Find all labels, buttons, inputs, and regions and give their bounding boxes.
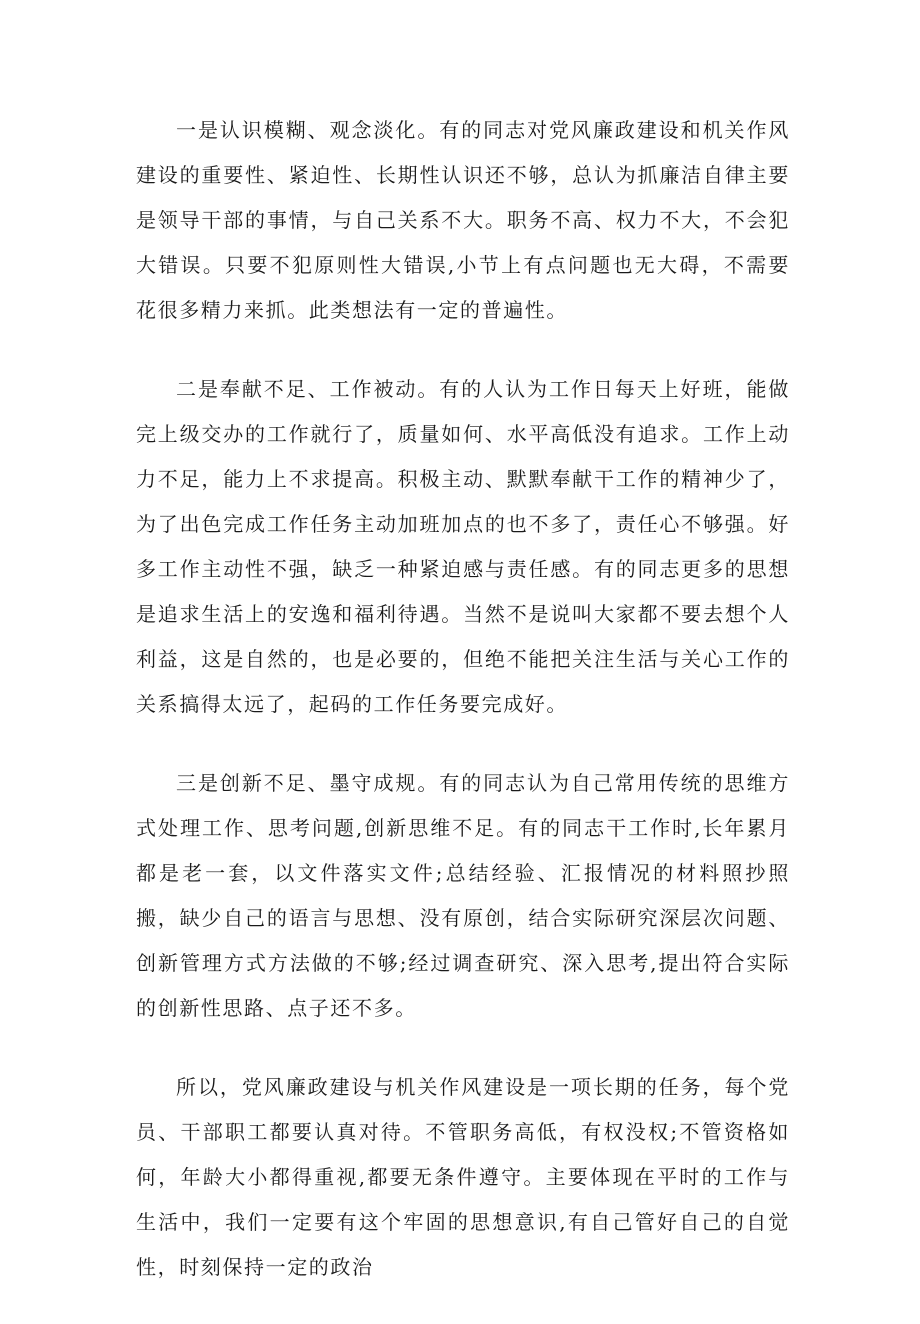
paragraph-dedication: 二是奉献不足、工作被动。有的人认为工作日每天上好班，能做完上级交办的工作就行了，质量如何、水平高低没有追求。工作上动力不足，能力上不求提高。积极主动、默默奉献干工作的精神少了，为了出色完成工作任务主动加班加点的也不多了，责任心不够强。好多工作主动性不强，缺乏一种紧迫感与责任感。有的同志更多的思想是追求生活上的安逸和福利待遇。当然不是说叫大家都不要去想个人利益，这是自然的，也是必要的，但绝不能把关注生活与关心工作的关系搞得太远了，起码的工作任务要完成好。 — [136, 377, 790, 716]
paragraph-understanding: 一是认识模糊、观念淡化。有的同志对党风廉政建设和机关作风建设的重要性、紧迫性、长期性认识还不够，总认为抓廉洁自律主要是领导干部的事情，与自己关系不大。职务不高、权力不大，不会犯大错误。只要不犯原则性大错误,小节上有点问题也无大碍，不需要花很多精力来抓。此类想法有一定的普遍性。 — [136, 118, 790, 322]
document-body — [136, 108, 790, 1324]
paragraph-innovation: 三是创新不足、墨守成规。有的同志认为自己常用传统的思维方式处理工作、思考问题,创新思维不足。有的同志干工作时,长年累月都是老一套，以文件落实文件;总结经验、汇报情况的材料照抄照搬，缺少自己的语言与思想、没有原创，结合实际研究深层次问题、创新管理方式方法做的不够;经过调查研究、深入思考,提出符合实际的创新性思路、点子还不多。 — [136, 771, 790, 1020]
paragraph-conclusion: 所以，党风廉政建设与机关作风建设是一项长期的任务，每个党员、干部职工都要认真对待。不管职务高低，有权没权;不管资格如何，年龄大小都得重视,都要无条件遵守。主要体现在平时的工作与生活中，我们一定要有这个牢固的思想意识,有自己管好自己的自觉性，时刻保持一定的政治 — [136, 1075, 790, 1279]
